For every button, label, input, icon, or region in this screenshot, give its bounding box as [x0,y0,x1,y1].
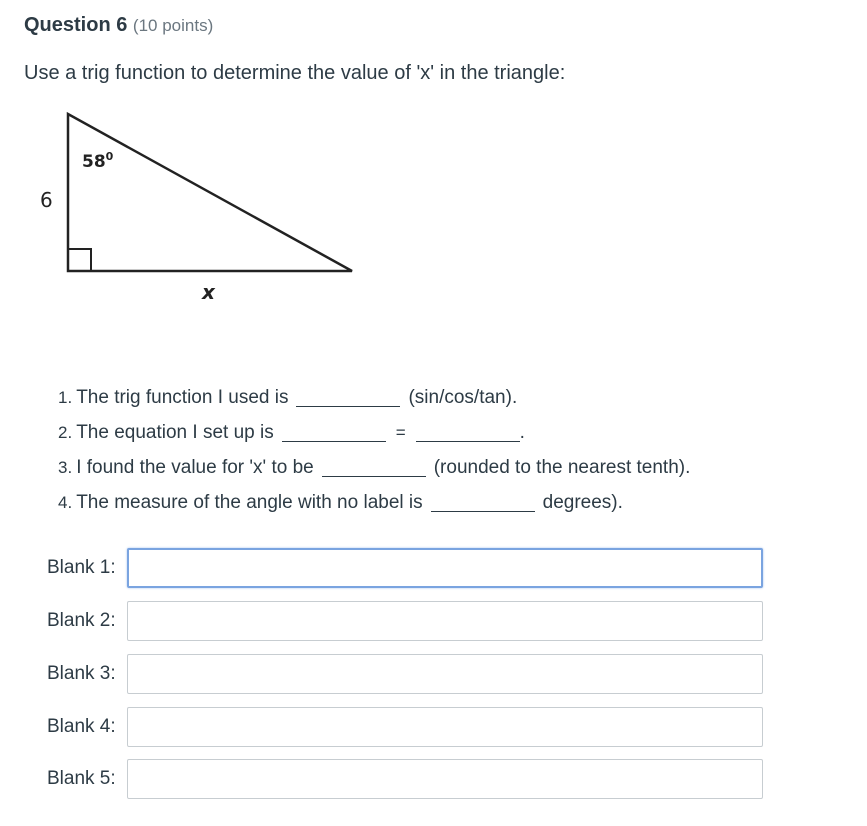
blank-5-row [47,759,763,799]
item-text: The equation I set up is [76,421,274,443]
blank-4-input[interactable] [127,707,763,747]
item-suffix: (rounded to the nearest tenth). [433,456,691,478]
blank-line [296,388,400,407]
list-item [58,450,690,485]
item-text: The trig function I used is [76,386,289,408]
blank-5-input[interactable] [127,759,763,799]
blank-1-label: Blank 1: [47,557,116,578]
item-number: 4. [58,492,73,512]
question-prompt: Use a trig function to determine the value of 'x' in the triangle: [24,62,566,84]
item-suffix: . [519,421,525,443]
triangle-shape [68,114,352,271]
blank-4-label: Blank 4: [47,716,116,737]
blank-line [431,493,535,512]
item-suffix: degrees). [542,491,623,513]
question-points: (10 points) [132,16,214,35]
blank-1-input[interactable] [127,548,763,588]
blank-2-row [47,601,763,641]
blank-3-input[interactable] [127,654,763,694]
list-item [58,380,690,415]
blank-3-row [47,654,763,694]
triangle-figure [32,105,372,305]
item-number: 3. [58,457,73,477]
blank-line [416,423,520,442]
item-text: The measure of the angle with no label is [76,491,423,513]
blank-5-label: Blank 5: [47,768,116,789]
item-number: 1. [58,387,73,407]
question-list [58,380,690,520]
side-label: 6 [40,188,53,212]
blank-line [322,458,426,477]
right-angle-marker [68,249,91,271]
item-suffix: (sin/cos/tan). [408,386,518,408]
blank-4-row [47,707,763,747]
blank-1-row [47,548,763,588]
angle-label: $58^0$ [82,150,114,172]
question-header [24,14,213,37]
blank-3-label: Blank 3: [47,663,116,684]
list-item [58,485,690,520]
blank-2-label: Blank 2: [47,610,116,631]
item-text: I found the value for 'x' to be [76,456,314,478]
list-item [58,415,690,450]
item-number: 2. [58,422,73,442]
equals-sign: = [395,422,406,442]
blank-2-input[interactable] [127,601,763,641]
question-title: Question 6 [24,14,128,36]
blank-line [282,423,386,442]
base-label: x [202,280,215,304]
